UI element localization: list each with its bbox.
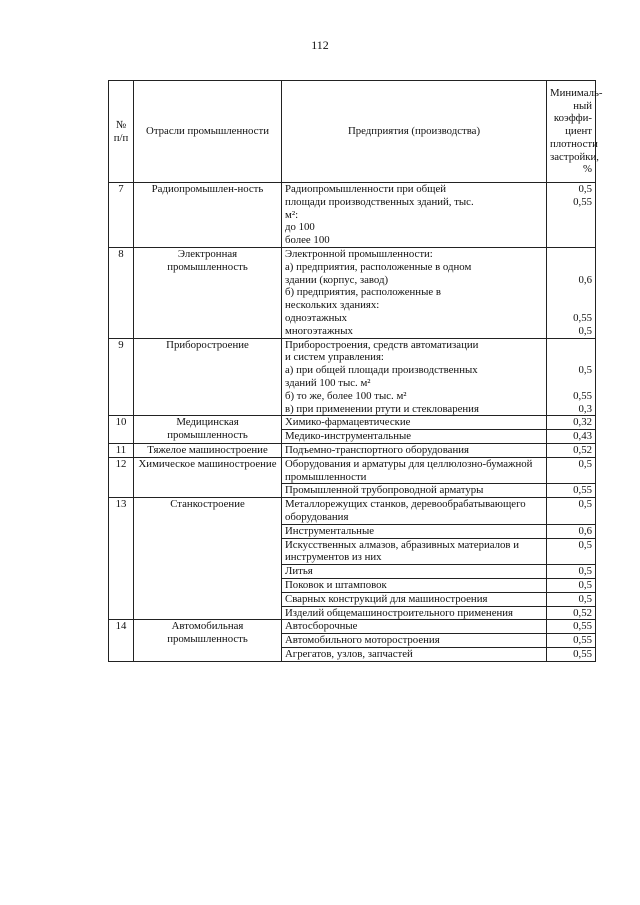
enterprise-line: до 100 bbox=[285, 221, 315, 234]
header-branch: Отрасли промышленности bbox=[134, 81, 282, 183]
coefficient-value: 0,3 bbox=[578, 402, 592, 415]
branch-cell: Химическое машиностроение bbox=[134, 457, 282, 497]
enterprise-cell bbox=[282, 183, 547, 248]
branch-cell: Радиопромышлен-ность bbox=[134, 183, 282, 248]
enterprise-cell: Литья bbox=[282, 565, 547, 579]
table-row bbox=[109, 620, 596, 634]
table-row bbox=[109, 416, 596, 430]
enterprise-line: площади производственных зданий, тыс. bbox=[285, 195, 474, 208]
enterprise-cell: Искусственных алмазов, абразивных материалов и инструментов из них bbox=[282, 538, 547, 565]
enterprise-cell: Металлорежущих станков, деревообрабатывающего оборудования bbox=[282, 498, 547, 525]
branch-cell: Электронная промышленность bbox=[134, 247, 282, 338]
enterprise-line: Радиопромышленности при общей bbox=[285, 183, 447, 195]
coefficient-value: 0,55 bbox=[573, 195, 592, 208]
enterprise-line: одноэтажных bbox=[285, 311, 348, 324]
enterprise-cell: Подъемно-транспортного оборудования bbox=[282, 443, 547, 457]
branch-cell: Станкостроение bbox=[134, 498, 282, 620]
enterprise-line: а) предприятия, расположенные в одном bbox=[285, 260, 472, 273]
header-coefficient: Минималь-ный коэффи-циент плотности застройки, % bbox=[547, 81, 596, 183]
row-number: 12 bbox=[109, 457, 134, 497]
row-number: 9 bbox=[109, 338, 134, 416]
coefficient-cell: 0,5 bbox=[547, 498, 596, 525]
table-row bbox=[109, 338, 596, 416]
coefficient-value: 0,5 bbox=[578, 364, 592, 377]
table-row bbox=[109, 183, 596, 248]
enterprise-line: б) предприятия, расположенные в bbox=[285, 286, 441, 299]
enterprise-line: здании (корпус, завод) bbox=[285, 273, 389, 286]
coefficient-cell: 0,55 bbox=[547, 647, 596, 661]
coefficient-cell: 0,43 bbox=[547, 430, 596, 444]
enterprise-line: и систем управления: bbox=[285, 351, 384, 364]
table-row bbox=[109, 457, 596, 484]
row-number: 13 bbox=[109, 498, 134, 620]
coefficient-cell: 0,55 bbox=[547, 620, 596, 634]
row-number: 11 bbox=[109, 443, 134, 457]
coefficient-value: 0,6 bbox=[578, 273, 592, 286]
enterprise-line: Приборостроения, средств автоматизации bbox=[285, 338, 479, 351]
header-enterprise: Предприятия (производства) bbox=[282, 81, 547, 183]
coefficient-cell: 0,6 bbox=[547, 524, 596, 538]
table-row bbox=[109, 443, 596, 457]
enterprise-cell: Поковок и штамповок bbox=[282, 578, 547, 592]
coefficient-cell: 0,55 bbox=[547, 634, 596, 648]
row-number: 8 bbox=[109, 247, 134, 338]
coefficient-value: 0,5 bbox=[578, 324, 592, 337]
density-table bbox=[108, 80, 603, 662]
coefficient-value: 0,5 bbox=[578, 183, 592, 195]
enterprise-cell: Химико-фармацевтические bbox=[282, 416, 547, 430]
branch-cell: Тяжелое машиностроение bbox=[134, 443, 282, 457]
enterprise-cell: Оборудования и арматуры для целлюлозно-бумажной промышленности bbox=[282, 457, 547, 484]
enterprise-cell bbox=[282, 338, 547, 416]
enterprise-line: а) при общей площади производственных bbox=[285, 364, 478, 377]
enterprise-cell: Автосборочные bbox=[282, 620, 547, 634]
coefficient-cell: 0,5 bbox=[547, 457, 596, 484]
enterprise-cell: Автомобильного моторостроения bbox=[282, 634, 547, 648]
coefficient-value: 0,55 bbox=[573, 311, 592, 324]
coefficient-cell: 0,55 bbox=[547, 484, 596, 498]
row-number: 10 bbox=[109, 416, 134, 444]
coefficient-cell: 0,5 bbox=[547, 592, 596, 606]
table-row bbox=[109, 247, 596, 338]
enterprise-line: зданий 100 тыс. м² bbox=[285, 376, 371, 389]
coefficient-cell: 0,52 bbox=[547, 606, 596, 620]
enterprise-line: м²: bbox=[285, 208, 299, 221]
enterprise-line: б) то же, более 100 тыс. м² bbox=[285, 389, 407, 402]
enterprise-cell: Медико-инструментальные bbox=[282, 430, 547, 444]
table-row bbox=[109, 498, 596, 525]
enterprise-line: более 100 bbox=[285, 234, 330, 247]
coefficient-cell: 0,52 bbox=[547, 443, 596, 457]
coefficient-cell bbox=[547, 247, 596, 338]
table-header-row bbox=[109, 81, 596, 183]
row-number: 7 bbox=[109, 183, 134, 248]
enterprise-cell: Сварных конструкций для машиностроения bbox=[282, 592, 547, 606]
enterprise-cell: Изделий общемашиностроительного применения bbox=[282, 606, 547, 620]
enterprise-cell: Агрегатов, узлов, запчастей bbox=[282, 647, 547, 661]
enterprise-line: многоэтажных bbox=[285, 324, 353, 337]
coefficient-value: 0,55 bbox=[573, 389, 592, 402]
enterprise-cell: Промышленной трубопроводной арматуры bbox=[282, 484, 547, 498]
coefficient-cell bbox=[547, 183, 596, 248]
coefficient-cell: 0,32 bbox=[547, 416, 596, 430]
enterprise-cell: Инструментальные bbox=[282, 524, 547, 538]
branch-cell: Медицинская промышленность bbox=[134, 416, 282, 444]
row-number: 14 bbox=[109, 620, 134, 661]
branch-cell: Приборостроение bbox=[134, 338, 282, 416]
coefficient-cell: 0,5 bbox=[547, 578, 596, 592]
enterprise-line: нескольких зданиях: bbox=[285, 299, 380, 312]
branch-cell: Автомобильная промышленность bbox=[134, 620, 282, 661]
coefficient-cell bbox=[547, 338, 596, 416]
page-number: 112 bbox=[311, 38, 329, 52]
header-no: № п/п bbox=[109, 81, 134, 183]
enterprise-line: в) при применении ртути и стекловарения bbox=[285, 402, 479, 415]
coefficient-cell: 0,5 bbox=[547, 538, 596, 565]
enterprise-line: Электронной промышленности: bbox=[285, 247, 433, 260]
enterprise-cell bbox=[282, 247, 547, 338]
coefficient-cell: 0,5 bbox=[547, 565, 596, 579]
